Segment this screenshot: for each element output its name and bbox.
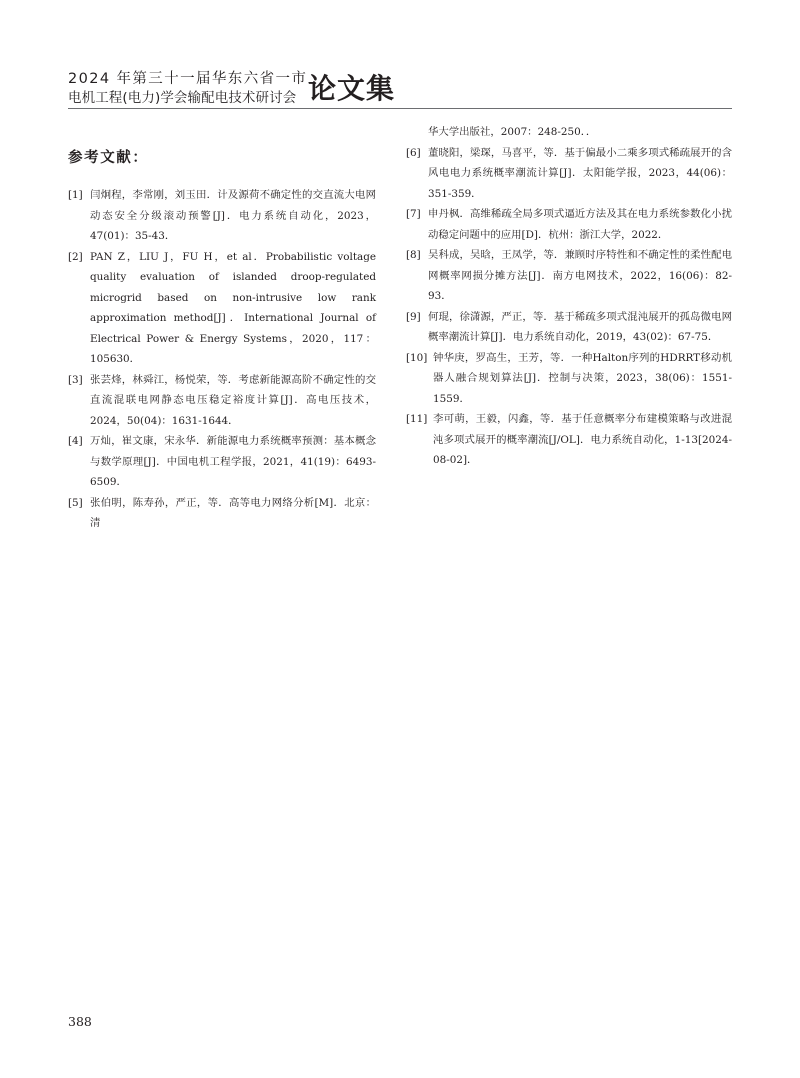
reference-text: 申丹枫．高维稀疏全局多项式逼近方法及其在电力系统参数化小扰动稳定问题中的应用[D]．杭州：浙江大学，2022．	[428, 208, 732, 241]
reference-text: 张伯明，陈寿孙，严正，等．高等电力网络分析[M]．北京：清	[90, 496, 376, 529]
reference-item	[406, 245, 732, 307]
reference-text: 李可萌，王毅，闪鑫，等．基于任意概率分布建模策略与改进混沌多项式展开的概率潮流[J/OL]．电力系统自动化，1-13[2024-08-02]．	[433, 413, 732, 466]
reference-text: 何琨，徐潇源，严正，等．基于稀疏多项式混沌展开的孤岛微电网概率潮流计算[J]．电力系统自动化，2019，43(02)：67-75．	[428, 310, 732, 343]
reference-item	[406, 348, 732, 410]
references-heading: 参考文献：	[68, 150, 149, 166]
reference-number: [6]	[406, 146, 421, 159]
reference-text: 吴科成，吴晗，王凤学，等．兼顾时序特性和不确定性的柔性配电网概率网损分摊方法[J]．南方电网技术，2022，16(06)：82-93．	[428, 249, 732, 302]
header-conference-line: 2024 年第三十一届华东六省一市	[68, 71, 308, 87]
reference-number: [7]	[406, 208, 421, 220]
running-header	[68, 64, 732, 108]
reference-continuation: 华大学出版社，2007：248-250．．	[428, 126, 597, 138]
header-seminar-line: 电机工程(电力)学会输配电技术研讨会	[68, 90, 297, 106]
reference-text: 万灿，崔文康，宋永华．新能源电力系统概率预测：基本概念与数学原理[J]．中国电机工程学报，2021，41(19)：6493-6509．	[90, 435, 376, 488]
reference-item	[406, 143, 732, 205]
page-number: 388	[68, 1014, 92, 1029]
reference-text: PAN Z，LIU J，FU H，et al．Probabilistic voltage quality evaluation of islanded droop-regulated microgrid based on non-intrusive low rank approximation method[J]．International Journal of Electrical Power & Energy Systems，2020，117：105630．	[90, 250, 376, 365]
header-proceedings-title: 论文集	[308, 72, 396, 105]
reference-item	[68, 493, 376, 534]
reference-text: 钟华庚，罗高生，王芳，等．一种Halton序列的HDRRT移动机器人融合规划算法[J]．控制与决策，2023，38(06)：1551-1559．	[433, 351, 732, 405]
reference-item	[406, 204, 732, 245]
references-column-left	[68, 185, 376, 534]
reference-number: [9]	[406, 310, 421, 323]
reference-item	[68, 431, 376, 493]
reference-number: [8]	[406, 249, 421, 261]
reference-number: [5]	[68, 496, 83, 509]
reference-text: 张芸烽，林舜江，杨悦荣，等．考虑新能源高阶不确定性的交直流混联电网静态电压稳定裕度计算[J]．高电压技术，2024，50(04)：1631-1644．	[90, 373, 376, 427]
reference-item	[68, 370, 376, 432]
reference-number: [1]	[68, 189, 83, 201]
reference-item	[68, 185, 376, 247]
reference-number: [10]	[406, 351, 428, 364]
reference-number: [4]	[68, 435, 83, 447]
reference-number: [2]	[68, 250, 83, 263]
reference-text: 闫炯程，李常刚，刘玉田．计及源荷不确定性的交直流大电网动态安全分级滚动预警[J]．电力系统自动化，2023，47(01)：35-43．	[90, 189, 376, 242]
reference-text: 董晓阳，梁琛，马喜平，等．基于偏最小二乘多项式稀疏展开的含风电电力系统概率潮流计算[J]．太阳能学报，2023，44(06)：351-359．	[428, 146, 732, 200]
reference-item	[406, 409, 732, 471]
references-column-right	[406, 122, 732, 471]
header-divider	[68, 108, 732, 109]
reference-number: [3]	[68, 373, 83, 386]
reference-item	[68, 247, 376, 370]
reference-item	[406, 307, 732, 348]
reference-number: [11]	[406, 413, 428, 425]
